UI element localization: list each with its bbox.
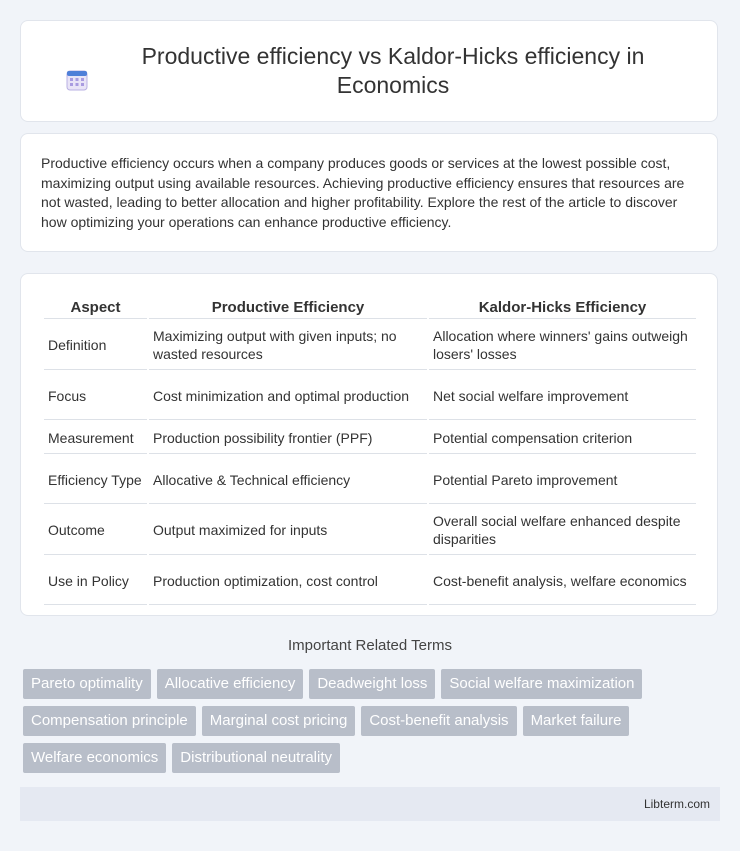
cell-kaldor-hicks: Allocation where winners' gains outweigh losers' losses (429, 321, 696, 370)
table-card (20, 273, 718, 616)
table-row (44, 456, 696, 504)
related-term-tag[interactable]: Deadweight loss (309, 669, 435, 699)
related-term-tag[interactable]: Welfare economics (23, 743, 166, 773)
cell-aspect: Outcome (44, 506, 147, 555)
cell-kaldor-hicks: Potential compensation criterion (429, 422, 696, 454)
cell-kaldor-hicks: Potential Pareto improvement (429, 456, 696, 504)
table-header-row (44, 296, 696, 319)
table-row (44, 422, 696, 454)
intro-text: Productive efficiency occurs when a company produces goods or services at the lowest possible cost, maximizing output using available resources. Achieving productive efficiency ensures that resources are not wasted, leading to better allocation and higher profitability. Explore the rest of the article to discover how optimizing your operations can enhance productive efficiency. (41, 155, 685, 230)
comparison-table (42, 294, 698, 607)
cell-productive: Production optimization, cost control (149, 557, 427, 605)
footer-site-link[interactable]: Libterm.com (643, 797, 710, 811)
header-kaldor-hicks: Kaldor-Hicks Efficiency (429, 296, 696, 319)
table-row (44, 557, 696, 605)
cell-kaldor-hicks: Cost-benefit analysis, welfare economics (429, 557, 696, 605)
related-term-tag[interactable]: Marginal cost pricing (202, 706, 356, 736)
cell-productive: Maximizing output with given inputs; no wasted resources (149, 321, 427, 370)
table-row (44, 372, 696, 420)
calendar-icon (65, 68, 89, 92)
cell-aspect: Efficiency Type (44, 456, 147, 504)
cell-aspect: Focus (44, 372, 147, 420)
related-terms-list (23, 669, 723, 780)
cell-aspect: Use in Policy (44, 557, 147, 605)
cell-aspect: Measurement (44, 422, 147, 454)
cell-kaldor-hicks: Net social welfare improvement (429, 372, 696, 420)
related-term-tag[interactable]: Distributional neutrality (172, 743, 340, 773)
cell-productive: Cost minimization and optimal production (149, 372, 427, 420)
table-row (44, 321, 696, 370)
related-term-tag[interactable]: Social welfare maximization (441, 669, 642, 699)
intro-card (20, 133, 718, 252)
title-card (20, 20, 718, 122)
related-terms-title: Important Related Terms (288, 637, 452, 654)
related-term-tag[interactable]: Allocative efficiency (157, 669, 304, 699)
related-term-tag[interactable]: Pareto optimality (23, 669, 151, 699)
footer (20, 787, 720, 821)
related-term-tag[interactable]: Market failure (523, 706, 630, 736)
related-term-tag[interactable]: Cost-benefit analysis (361, 706, 516, 736)
cell-productive: Production possibility frontier (PPF) (149, 422, 427, 454)
page-title: Productive efficiency vs Kaldor-Hicks efficiency in Economics (141, 43, 645, 98)
cell-productive: Output maximized for inputs (149, 506, 427, 555)
cell-aspect: Definition (44, 321, 147, 370)
header-aspect: Aspect (44, 296, 147, 319)
cell-productive: Allocative & Technical efficiency (149, 456, 427, 504)
table-row (44, 506, 696, 555)
header-productive: Productive Efficiency (149, 296, 427, 319)
cell-kaldor-hicks: Overall social welfare enhanced despite disparities (429, 506, 696, 555)
related-term-tag[interactable]: Compensation principle (23, 706, 196, 736)
